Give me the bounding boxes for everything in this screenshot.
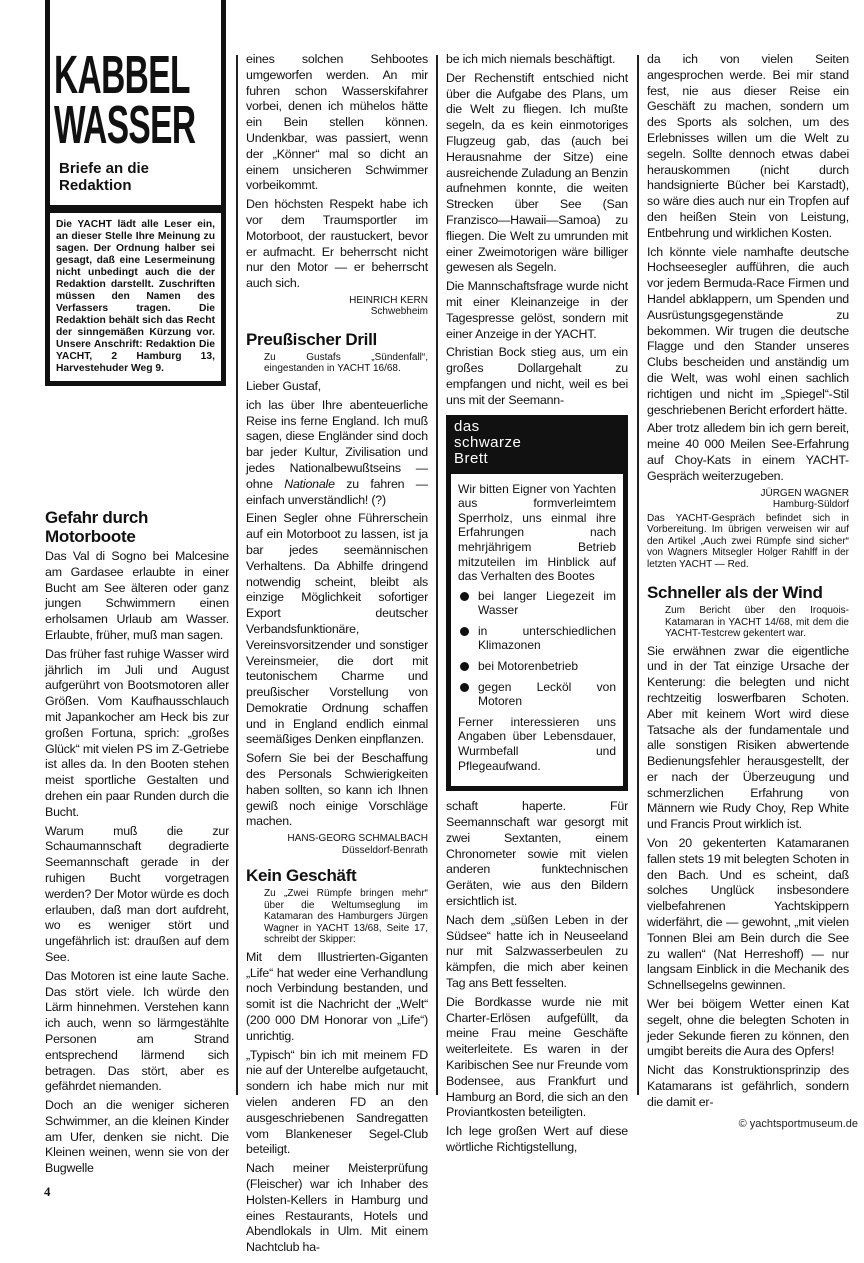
title-line: Brett (454, 449, 489, 467)
paragraph: eines solchen Sehbootes umgeworfen werden. An mir fuhren schon Wasserskifahrer vorbei, denen ich mühelos hätte ein Bein stellen können. Undenkbar, was passiert, wenn der „Könner“ mal so dicht an einem unsicheren Schwimmer vorbeikommt. (246, 52, 428, 193)
paragraph: schaft haperte. Für Seemannschaft war gesorgt mit zwei Sextanten, einem Chronometer sowie mit vielen anderen funktechnischen Geräten, wie aus den Bildern ersichtlich ist. (446, 799, 628, 908)
signature (647, 488, 849, 511)
notice-board-title (451, 415, 623, 474)
article-title: Schneller als der Wind (647, 583, 823, 603)
editorial-info: Die YACHT lädt alle Leser ein, an dieser Stelle Ihre Meinung zu sagen. Der Ordnung halber sei gesagt, daß eine Lesermeinung nicht unbedingt auch die der Redaktion darstellt. Zuschriften müssen den Namen des Verfassers tragen. Die Redaktion behält sich das Recht der sinngemäßen Kürzung vor. Unsere Anschrift: Redaktion Die YACHT, 2 Hamburg 13, Harvestehuder Weg 9. (50, 213, 221, 381)
bullet-icon (460, 592, 469, 601)
paragraph: be ich mich niemals beschäftigt. (446, 52, 616, 66)
paragraph (246, 398, 428, 509)
article-intro: Zu „Zwei Rümpfe bringen mehr“ über die Weltumseglung im Katamaran des Hamburgers Jürgen Wagner in YACHT 13/68, Seite 17, schreibt der Skipper: (264, 888, 428, 946)
paragraph: Das Val di Sogno bei Malcesine am Gardasee erlaubte in einer Bucht am See älteren oder ganz jungen Schwimmern einen erholsamen Urlaub am Wasser. Erlaubte, früher, muß man sagen. (45, 549, 229, 642)
author-name: HEINRICH KERN (349, 294, 428, 306)
paragraph: Ich lege großen Wert auf diese wörtliche Richtigstellung, (446, 1124, 628, 1154)
column-divider (637, 55, 639, 1095)
article-title: Gefahr durch Motorboote (45, 508, 149, 546)
article-title: Preußischer Drill (246, 329, 377, 349)
paragraph: da ich von vielen Seiten angesprochen werde. Bei mir stand fest, nie aus dieser Reise ein Geschäft zu machen, sondern um des Sports als solchen, um des Erlebnisses willen um die Welt zu segeln. Sollte dennoch etwas dabei herauskommen (nicht durch handsignierte Bücher bei Karstadt), so wäre dies auch nur ein Tropfen auf den heißen Stein von Leistung, Entbehrung und wirklichen Kosten. (647, 52, 849, 240)
column-4 (647, 52, 849, 1114)
section-title (54, 45, 196, 155)
text-italic: Nationale (284, 476, 335, 491)
notice-outro: Ferner interessieren uns Angaben über Lebensdauer, Wurmbefall und Pflegeaufwand. (458, 714, 616, 773)
author-place: Hamburg-Süldorf (772, 499, 849, 511)
notice-intro: Wir bitten Eigner von Yachten aus formverleimtem Sperrholz, uns einmal ihre Erfahrungen nach mehrjährigem Betrieb mitzuteilen im Hinblick auf das Verhalten des Bootes (458, 481, 616, 584)
column-3 (446, 52, 628, 1159)
paragraph: Einen Segler ohne Führerschein auf ein Motorboot zu lassen, ist ja bar jedes seemännischen Verhaltens. Da Abhilfe dringend notwendig scheint, bleibt als einzige Möglichkeit sofortiger Export deutscher Verbandsfunktionäre, Vereinsvorsitzender und sonstiger Vereinsmeier, die dort mit teutonischem Charme und preußischer Vorstellung von Demokratie Ordnung schaffen und in England endlich einmal seemäßiges Denken einpflanzen. (246, 511, 428, 747)
notice-board-content (451, 474, 623, 787)
paragraph: „Typisch“ bin ich mit meinem FD nie auf der Unterelbe aufgetaucht, sondern ich habe mich nur mit vielen anderen FD an den ausgeschriebenen Sandregatten vom Blankeneser Segel-Club beteiligt. (246, 1047, 428, 1157)
title-line-1: KABBEL (54, 45, 190, 105)
list-item (458, 659, 616, 674)
paragraph: Ich könnte viele namhafte deutsche Hochseesegler aufführen, die auch vor jedem Bermuda-Race Firmen und Handel abklappern, um Spenden und Ausrüstungsgegenstände zu bekommen. Wir trugen die deutsche Flagge und den Stander unseres Clubs bescheiden und anständig um die Welt, was wohl einen sachlich richtigen und nicht im „Spiegel“-Stil geschriebenen Bericht erfordert hätte. (647, 244, 849, 417)
paragraph: Von 20 gekenterten Katamaranen fallen stets 19 mit belegten Schoten in den Bach. Und es scheint, daß solches Unglück insbesondere vielbefahrenen Yachtskippern widerfährt, die — gewohnt, „mit vielen Tonnen Blei am Bein durch die See zu wallen“ (Nat Herreshoff) — nur langsam Einblick in die Mechanik des Schnellsegelns gewinnen. (647, 836, 849, 993)
masthead-box (45, 0, 226, 386)
author-place: Düsseldorf-Benrath (341, 844, 428, 856)
article-intro: Zu Gustafs „Sündenfall“, eingestanden in YACHT 16/68. (264, 351, 428, 375)
notice-bullet-list (458, 589, 616, 709)
author-name: JÜRGEN WAGNER (760, 487, 849, 499)
list-item-text: in unterschiedlichen Klimazonen (478, 623, 616, 653)
bullet-icon (460, 627, 469, 636)
salutation: Lieber Gustaf, (246, 378, 322, 393)
list-item-text: bei langer Liegezeit im Wasser (478, 588, 616, 618)
article-title: Kein Geschäft (246, 866, 357, 886)
list-item-text: bei Motorenbetrieb (478, 659, 579, 674)
paragraph: Wer bei böigem Wetter einen Kat segelt, ohne die belegten Schoten in jeder Sekunde fieren zu können, den umgibt bereits die Aura des Opfers! (647, 997, 849, 1059)
column-2 (246, 52, 428, 1259)
signature (246, 295, 428, 318)
watermark: © yachtsportmuseum.de (738, 1118, 858, 1130)
masthead-title-area (50, 0, 221, 205)
article-intro: Zum Bericht über den Iroquois-Katamaran in YACHT 14/68, mit dem die YACHT-Testcrew gekentert war. (665, 605, 849, 640)
editor-note: Das YACHT-Gespräch befindet sich in Vorbereitung. Im übrigen verweisen wir auf den Artikel „Auch zwei Rümpfe sind sicher“ von Wagners Mitsegler Holger Rahlff in der letzten YACHT — Red. (647, 512, 849, 570)
paragraph: Das Motoren ist eine laute Sache. Das stört viele. Ich würde den Lärm hinnehmen. Verstehen kann ich auch, wenn so lärmgestählte Personen am Strand entsprechend lärmend sich betragen. Das stört, aber es gefährdet niemanden. (45, 968, 229, 1094)
author-name: HANS-GEORG SCHMALBACH (287, 833, 428, 845)
section-subtitle: Briefe an die Redaktion (59, 160, 150, 194)
signature (246, 833, 428, 856)
paragraph: Warum muß die zur Schaumannschaft degradierte Seemannschaft gerade in der ruhigen Bucht vorgetragen werden? Der Motor würde es doch erlauben, daß man dort aufdreht, wo es weniger stört und ungefährlich ist: draußen auf dem See. (45, 823, 229, 964)
bullet-icon (460, 683, 469, 692)
page-number: 4 (44, 1184, 51, 1199)
list-item (458, 680, 616, 709)
text: ich las über Ihre abenteuerliche Reise ins ferne England. Ich muß sagen, diese Engländer sind doch bar jeder Kultur, Zivilisation und jedes Nationalbewußtseins — ohne (246, 397, 428, 491)
list-item (458, 624, 616, 653)
paragraph: Aber trotz alledem bin ich gern bereit, meine 40 000 Meilen See-Erfahrung auf Choy-Kats in einem YACHT-Gespräch weiterzugeben. (647, 421, 849, 483)
paragraph: Die Mannschaftsfrage wurde nicht mit einer Kleinanzeige in der Tagespresse gelöst, sondern mit einer Anzeige in der YACHT. (446, 279, 628, 341)
column-divider (236, 55, 238, 1095)
title-line: das (454, 417, 480, 435)
list-item (458, 589, 616, 618)
title-line-2: WASSER (54, 95, 196, 155)
list-item-text: gegen Lecköl von Motoren (478, 679, 616, 709)
paragraph: Den höchsten Respekt habe ich vor dem Traumsportler im Motorboot, der raustuckert, bevor er aufmacht. Er beherrscht nicht nur den Motor — er beherrscht auch sich. (246, 197, 428, 291)
paragraph: Sofern Sie bei der Beschaffung des Personals Schwierigkeiten haben sollten, so kann ich Ihnen gewiß noch einige Vorschläge machen. (246, 751, 428, 829)
paragraph: Christian Bock stieg aus, um ein großes Dollargehalt zu empfangen und nicht, weil es bei uns mit der Seemann- (446, 345, 628, 407)
column-1 (45, 508, 229, 1180)
paragraph: Nach meiner Meisterprüfung (Fleischer) war ich Inhaber des Holsten-Kellers in Hamburg und eines Restaurants, Hotels und Abendlokals in Ulm. Mit einem Nachtclub ha- (246, 1161, 428, 1255)
notice-board-box (446, 415, 628, 792)
text: zu fahren — einfach unverständlich! (?) (246, 476, 428, 507)
paragraph: Nach dem „süßen Leben in der Südsee“ hatte ich in Neuseeland nur mit Salzwasserbeulen zu kämpfen, die mich aber keinen Tag ans Bett fesselten. (446, 912, 628, 990)
author-place: Schwebheim (370, 306, 428, 318)
paragraph: Mit dem Illustrierten-Giganten „Life“ hat weder eine Verhandlung noch Verbindung bestanden, und somit ist die Nachricht der „Welt“ (200 000 DM Honorar von „Life“) unrichtig. (246, 949, 428, 1043)
paragraph: Das früher fast ruhige Wasser wird jährlich im Juli und August aufgerührt von Bootsmotoren aller Größen. Vom Kaufhausschlauch mit Japankocher am Heck bis zur großen Fortuna, sprich: „großes Glück“ mit vielen PS im Z-Getriebe ist alles da. In den Booten stehen meist sportliche Gestalten und drehen ein paar Runden durch die Bucht. (45, 646, 229, 819)
title-line: schwarze (454, 433, 522, 451)
paragraph: Die Bordkasse wurde nie mit Charter-Erlösen aufgefüllt, da meine Frau meine Geschäfte weiterleitete. Es waren in der Karibischen See nur Freunde vom Bodensee, aus Frankfurt und Hamburg an Bord, die sich an den Proviantkosten beteiligten. (446, 994, 628, 1120)
column-divider (436, 55, 438, 1095)
paragraph: Nicht das Konstruktionsprinzip des Katamarans ist gefährlich, sondern die damit er- (647, 1063, 849, 1109)
bullet-icon (460, 662, 469, 671)
paragraph: Doch an die weniger sicheren Schwimmer, an die kleinen Kinder am Ufer, denken sie nicht. Die Kleinen weinen, wenn sie von der Bugwelle (45, 1098, 229, 1176)
paragraph: Der Rechenstift entschied nicht über die Aufgabe des Plans, um die Welt zu fliegen. Ich mußte segeln, da es kein einmotoriges Flugzeug gab, das (auch bei Herausnahme der Sitze) eine ausreichende Zuladung an Benzin aufnehmen konnte, die weiten Strecken über See (San Franzisco—Hawaii—Samoa) zu fliegen. Die Welt zu umrunden mit einer Zweimotorigen wäre billiger gewesen als Segeln. (446, 70, 628, 275)
paragraph: Sie erwähnen zwar die eigentliche und in der Tat einzige Ursache der Kenterung: die belegten und nicht rechtzeitig loswerfbaren Schoten. Aber mit keinem Wort wird diese Tatsache als der fundamentale und alle sonstigen Risiken abwertende Bedienungsfehler herausgestellt, der er nach der Überzeugung und schmerzlichen Erfahrung von Männern wie Rudy Choy, Rep White und Francis Prout wirklich ist. (647, 643, 849, 832)
